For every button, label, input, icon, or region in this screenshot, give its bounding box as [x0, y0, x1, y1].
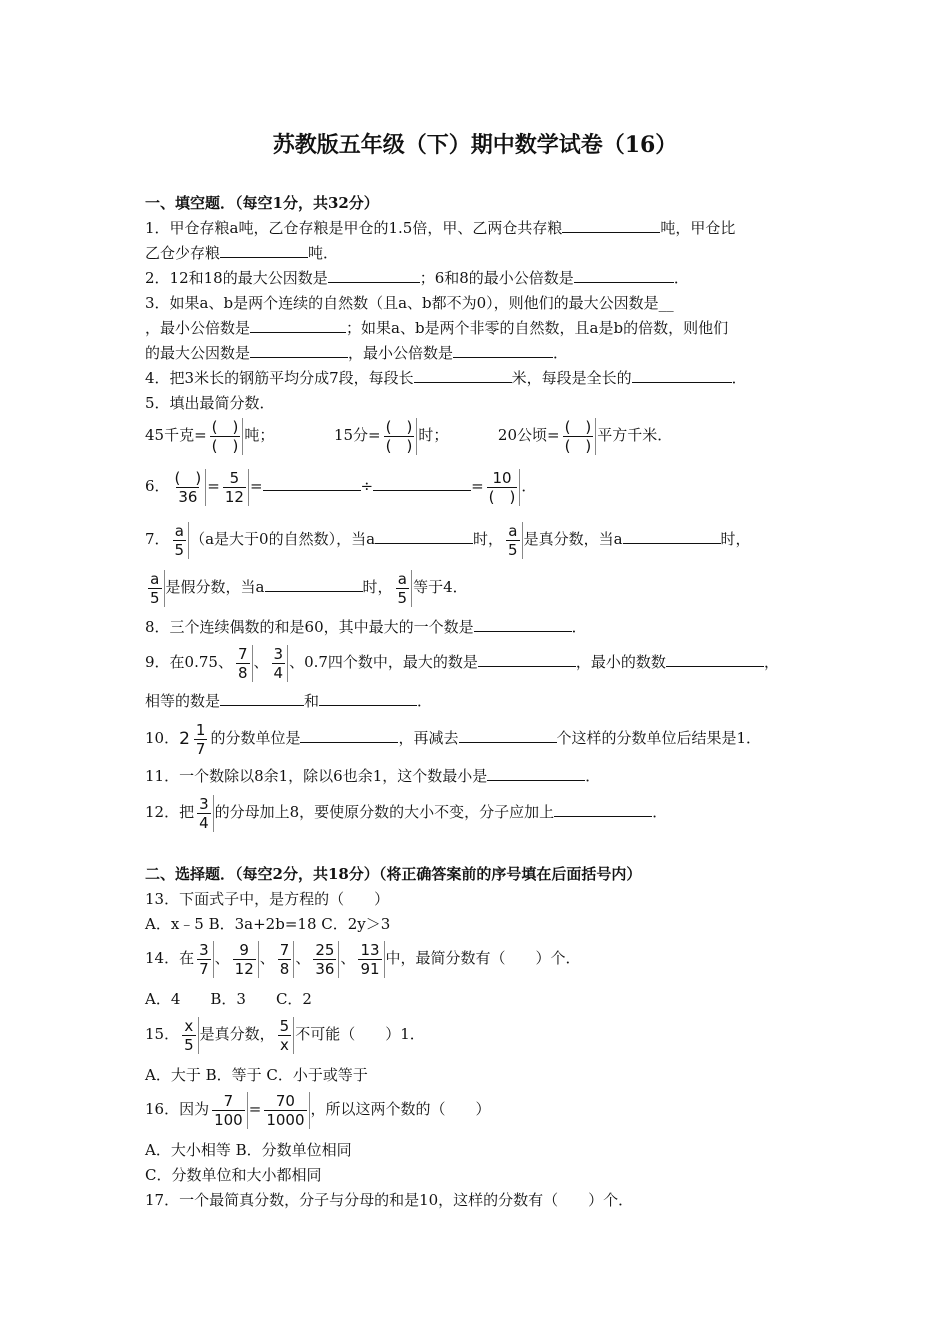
answer-blank[interactable] — [373, 475, 471, 491]
question-13: 13．下面式子中，是方程的（ ） — [145, 890, 390, 908]
question-1: 1．甲仓存粮a吨，乙仓存粮是甲仓的1.5倍，甲、乙两仓共存粮 吨，甲仓比 — [145, 219, 736, 237]
question-15-options: A．大于 B．等于 C．小于或等于 — [145, 1066, 368, 1084]
question-11: 11．一个数除以8余1，除以6也余1，这个数最小是 ． — [145, 767, 601, 785]
fraction-10-blank[interactable]: $\frac{10}{( )}$ — [485, 469, 521, 506]
fraction-x-5: $\frac{x}{5}$ — [180, 1017, 199, 1054]
question-16: 16．因为 $\frac{7}{100}$ = $\frac{70}{1000}$ ，所以这两个数的（ ） — [145, 1091, 491, 1129]
fraction-5-x: $\frac{5}{x}$ — [276, 1017, 295, 1054]
mixed-number-2-1-7: 2 $\frac{1}{7}$ — [179, 720, 206, 758]
answer-blank[interactable] — [562, 217, 660, 233]
section-1-heading: 一、填空题．（每空1分，共32分） — [145, 194, 379, 212]
fraction-3-7: $\frac{3}{7}$ — [195, 941, 214, 978]
question-16-options-2: C．分数单位和大小都相同 — [145, 1166, 322, 1184]
question-1-cont: 乙仓少存粮 吨． — [145, 244, 339, 262]
answer-blank[interactable] — [474, 616, 572, 632]
fraction-3-4: $\frac{3}{4}$ — [195, 795, 214, 832]
fraction-blank-over-36[interactable]: $\frac{( )}{36}$ — [171, 469, 207, 506]
question-6: 6． $\frac{( )}{36}$ = $\frac{5}{12}$ = ÷ = $\frac{10}{( )}$ ． — [145, 468, 537, 506]
question-3-cont2: 的最大公因数是 ，最小公倍数是 ． — [145, 344, 569, 362]
fraction-13-91: $\frac{13}{91}$ — [356, 941, 384, 978]
question-15: 15． $\frac{x}{5}$ 是真分数， $\frac{5}{x}$ 不可能（ ）1． — [145, 1016, 425, 1054]
fraction-7-8: $\frac{7}{8}$ — [234, 645, 253, 682]
fraction-blank[interactable]: $\frac{( )}{( )}$ — [382, 418, 418, 455]
fraction-7-8: $\frac{7}{8}$ — [276, 941, 295, 978]
fraction-70-1000: $\frac{70}{1000}$ — [262, 1092, 309, 1129]
answer-blank[interactable] — [265, 576, 363, 592]
answer-blank[interactable] — [453, 342, 553, 358]
question-16-options-1: A．大小相等 B．分数单位相同 — [145, 1141, 352, 1159]
answer-blank[interactable] — [263, 475, 361, 491]
answer-blank[interactable] — [574, 267, 674, 283]
answer-blank[interactable] — [300, 727, 398, 743]
answer-blank[interactable] — [220, 690, 304, 706]
question-9-cont: 相等的数是 和 ． — [145, 692, 433, 710]
fraction-3-4: $\frac{3}{4}$ — [270, 645, 289, 682]
fraction-9-12: $\frac{9}{12}$ — [231, 941, 259, 978]
question-7: 7． $\frac{a}{5}$ （a是大于0的自然数），当a 时， $\frac{a}{5}$ 是真分数，当a 时， — [145, 521, 751, 559]
fraction-5-12: $\frac{5}{12}$ — [221, 469, 249, 506]
answer-blank[interactable] — [414, 367, 512, 383]
answer-blank[interactable] — [666, 651, 764, 667]
question-13-options: A．x﹣5 B．3a+2b=18 C．2y＞3 — [145, 915, 391, 933]
question-14-options: A．4 B．3 C．2 — [145, 990, 312, 1008]
page-title: 苏教版五年级（下）期中数学试卷（16） — [272, 132, 678, 158]
fraction-a-5: $\frac{a}{5}$ — [171, 522, 190, 559]
question-7-cont: $\frac{a}{5}$ 是假分数，当a 时， $\frac{a}{5}$ 等于4． — [145, 565, 468, 609]
fraction-a-5: $\frac{a}{5}$ — [146, 570, 165, 607]
question-3: 3．如果a、b是两个连续的自然数（且a、b都不为0），则他们的最大公因数是__ — [145, 294, 674, 312]
fraction-blank[interactable]: $\frac{( )}{( )}$ — [561, 418, 597, 455]
question-5-items: 45千克= $\frac{( )}{( )}$ 吨； 15分= $\frac{( )}{( )}$ 时； 20公顷= $\frac{( )}{( )}$ 平方千米． — [145, 417, 673, 455]
answer-blank[interactable] — [554, 801, 652, 817]
fraction-7-100: $\frac{7}{100}$ — [210, 1092, 248, 1129]
answer-blank[interactable] — [220, 242, 308, 258]
section-2-heading: 二、选择题．（每空2分，共18分）（将正确答案前的序号填在后面括号内） — [145, 865, 642, 883]
answer-blank[interactable] — [250, 317, 346, 333]
question-2: 2．12和18的最大公因数是 ；6和8的最小公倍数是 ． — [145, 269, 689, 287]
answer-blank[interactable] — [487, 765, 585, 781]
question-9: 9．在0.75、 $\frac{7}{8}$ 、 $\frac{3}{4}$ 、0.7四个数中，最大的数是 ，最小的数数 ， — [145, 644, 779, 682]
answer-blank[interactable] — [459, 727, 557, 743]
answer-blank[interactable] — [328, 267, 420, 283]
question-17: 17．一个最简真分数，分子与分母的和是10，这样的分数有（ ）个． — [145, 1191, 634, 1209]
question-14: 14．在 $\frac{3}{7}$ 、 $\frac{9}{12}$ 、 $\frac{7}{8}$ 、 $\frac{25}{36}$ 、 $\frac{13}{91}$ 中，最简分数有（ ）个． — [145, 940, 581, 978]
answer-blank[interactable] — [632, 367, 732, 383]
answer-blank[interactable] — [375, 528, 473, 544]
fraction-a-5: $\frac{a}{5}$ — [394, 570, 413, 607]
question-12: 12．把 $\frac{3}{4}$ 的分母加上8，要使原分数的大小不变，分子应加上 ． — [145, 794, 668, 832]
answer-blank[interactable] — [478, 651, 576, 667]
question-3-cont: ，最小公倍数是 ；如果a、b是两个非零的自然数，且a是b的倍数，则他们 — [145, 319, 729, 337]
fraction-25-36: $\frac{25}{36}$ — [311, 941, 339, 978]
fraction-a-5: $\frac{a}{5}$ — [504, 522, 523, 559]
question-4: 4．把3米长的钢筋平均分成7段，每段长 米，每段是全长的 ． — [145, 369, 747, 387]
answer-blank[interactable] — [319, 690, 417, 706]
question-10: 10． 2 $\frac{1}{7}$ 的分数单位是 ，再减去 个这样的分数单位后结果是1． — [145, 716, 761, 761]
question-8: 8．三个连续偶数的和是60，其中最大的一个数是 ． — [145, 618, 587, 636]
answer-blank[interactable] — [250, 342, 348, 358]
answer-blank[interactable] — [623, 528, 721, 544]
fraction-blank[interactable]: $\frac{( )}{( )}$ — [208, 418, 244, 455]
question-5: 5．填出最简分数． — [145, 394, 275, 412]
